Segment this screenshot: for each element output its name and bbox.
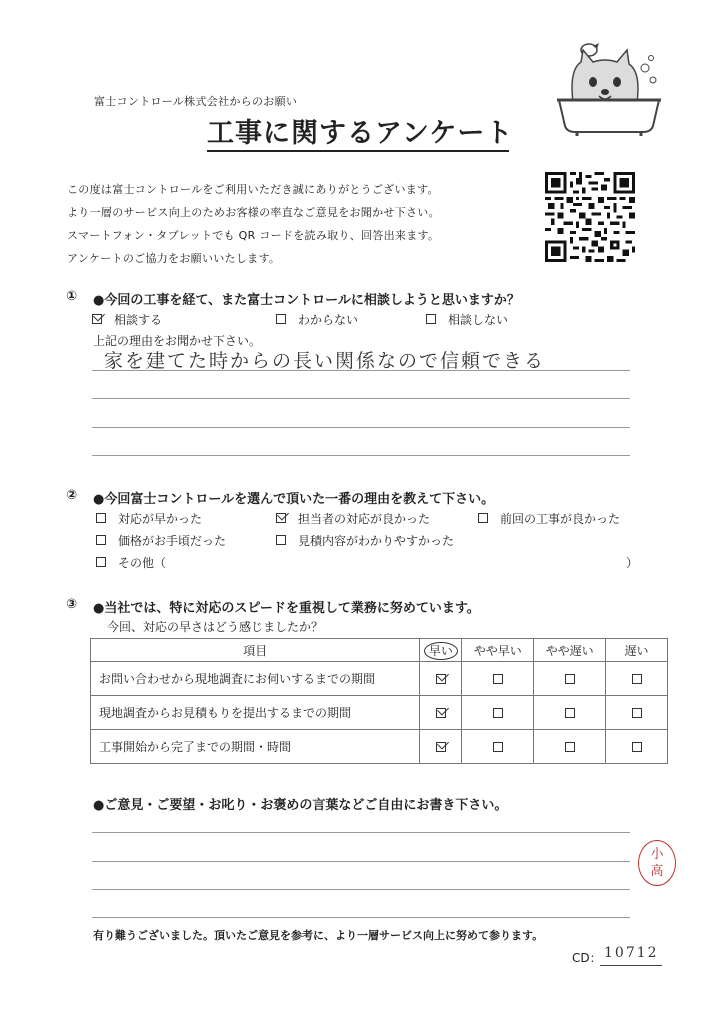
checkbox-checked[interactable]: [92, 314, 102, 324]
checkbox[interactable]: [632, 674, 642, 684]
q3-sub-question: 今回、対応の早さはどう感じましたか？: [107, 620, 324, 634]
column-header: 遅い: [606, 639, 668, 662]
option-label: 担当者の対応が良かった: [298, 512, 431, 526]
comment-line: [92, 832, 630, 833]
checkbox[interactable]: [276, 535, 286, 545]
checkbox-checked[interactable]: [436, 742, 446, 752]
answer-line: [92, 398, 630, 399]
comment-line: [92, 889, 630, 890]
intro-line: より一層のサービス向上のためお客様の率直なご意見をお聞かせ下さい。: [67, 206, 440, 219]
q2-option-fast-response[interactable]: [96, 510, 202, 527]
q2-option-previous-work[interactable]: [478, 510, 620, 527]
intro-text: [67, 178, 440, 270]
option-label: 相談する: [114, 313, 163, 327]
column-header: やや遅い: [534, 639, 606, 662]
intro-line: スマートフォン・タブレットでも QR コードを読み取り、回答出来ます。: [67, 229, 440, 242]
checkbox[interactable]: [493, 742, 503, 752]
checkbox[interactable]: [96, 535, 106, 545]
checkbox[interactable]: [96, 513, 106, 523]
table-row: [91, 662, 668, 696]
hanko-stamp: [638, 840, 676, 886]
intro-line: アンケートのご協力をお願いいたします。: [67, 252, 281, 265]
checkbox[interactable]: [276, 314, 286, 324]
table-header-row: [91, 639, 668, 662]
checkbox-checked[interactable]: [436, 708, 446, 718]
intro-line: この度は富士コントロールをご利用いただき誠にありがとうございます。: [67, 183, 439, 196]
answer-line: [92, 455, 630, 456]
column-header: やや早い: [462, 639, 534, 662]
footer-thanks: 有り難うございました。頂いたご意見を参考に、より一層サービス向上に努めて参ります。: [93, 929, 544, 942]
q1-option-consult[interactable]: [92, 311, 162, 328]
title-underline: [207, 150, 509, 152]
option-label: その他（: [118, 556, 167, 570]
checkbox[interactable]: [632, 708, 642, 718]
stamp-text: 小高: [650, 847, 664, 879]
checkbox[interactable]: [493, 674, 503, 684]
column-header: [420, 639, 462, 662]
answer-line: [92, 427, 630, 428]
column-header: 項目: [91, 639, 420, 662]
speed-rating-table: [90, 638, 668, 764]
qr-code-icon[interactable]: [545, 172, 635, 262]
checkbox[interactable]: [478, 513, 488, 523]
q2-option-clear-estimate[interactable]: [276, 532, 454, 549]
cd-underline: [600, 965, 662, 966]
q1-option-noconsult[interactable]: [426, 311, 508, 328]
row-item-label: お問い合わせから現地調査にお伺いするまでの期間: [91, 662, 420, 696]
answer-line: [92, 370, 630, 371]
q2-question: ●今回富士コントロールを選んで頂いた一番の理由を教えて下さい。: [93, 492, 495, 507]
table-row: [91, 730, 668, 764]
cat-bathtub-mascot-icon: [553, 40, 665, 136]
checkbox[interactable]: [565, 742, 575, 752]
q2-option-good-staff[interactable]: [276, 510, 430, 527]
checkbox[interactable]: [565, 674, 575, 684]
checkbox[interactable]: [96, 557, 106, 567]
option-label: 相談しない: [448, 313, 509, 327]
comments-prompt: ●ご意見・ご要望・お叱り・お褒めの言葉などご自由にお書き下さい。: [93, 798, 508, 813]
row-item-label: 現地調査からお見積もりを提出するまでの期間: [91, 696, 420, 730]
comment-line: [92, 917, 630, 918]
company-request-text: 富士コントロール株式会社からのお願い: [94, 95, 298, 108]
cd-value: 10712: [604, 945, 659, 961]
cd-label: CD：: [572, 951, 602, 965]
option-label: 価格がお手頃だった: [118, 534, 227, 548]
checkbox-checked[interactable]: [436, 674, 446, 684]
option-label: 前回の工事が良かった: [500, 512, 621, 526]
checkbox[interactable]: [493, 708, 503, 718]
row-item-label: 工事開始から完了までの期間・時間: [91, 730, 420, 764]
comment-line: [92, 861, 630, 862]
circled-answer: 早い: [424, 642, 458, 660]
q2-other-close-paren: ）: [626, 556, 639, 570]
page-title: 工事に関するアンケート: [207, 118, 514, 149]
q1-handwritten-answer[interactable]: 家を建てた時からの長い関係なので信頼できる: [104, 350, 546, 372]
q1-number: ①: [66, 289, 78, 304]
table-row: [91, 696, 668, 730]
checkbox[interactable]: [426, 314, 436, 324]
q1-question: ●今回の工事を経て、また富士コントロールに相談しようと思いますか？: [93, 293, 520, 308]
checkbox[interactable]: [632, 742, 642, 752]
q2-number: ②: [66, 488, 78, 503]
checkbox[interactable]: [565, 708, 575, 718]
q1-option-dontknow[interactable]: [276, 311, 358, 328]
option-label: 対応が早かった: [118, 512, 203, 526]
q3-question: ●当社では、特に対応のスピードを重視して業務に努めています。: [93, 601, 480, 616]
q2-option-other[interactable]: [96, 554, 166, 571]
q1-reason-label: 上記の理由をお聞かせ下さい。: [93, 334, 262, 348]
q3-number: ③: [66, 597, 78, 612]
option-label: 見積内容がわかりやすかった: [298, 534, 455, 548]
option-label: わからない: [298, 313, 359, 327]
checkbox-checked[interactable]: [276, 513, 286, 523]
q2-option-price[interactable]: [96, 532, 226, 549]
